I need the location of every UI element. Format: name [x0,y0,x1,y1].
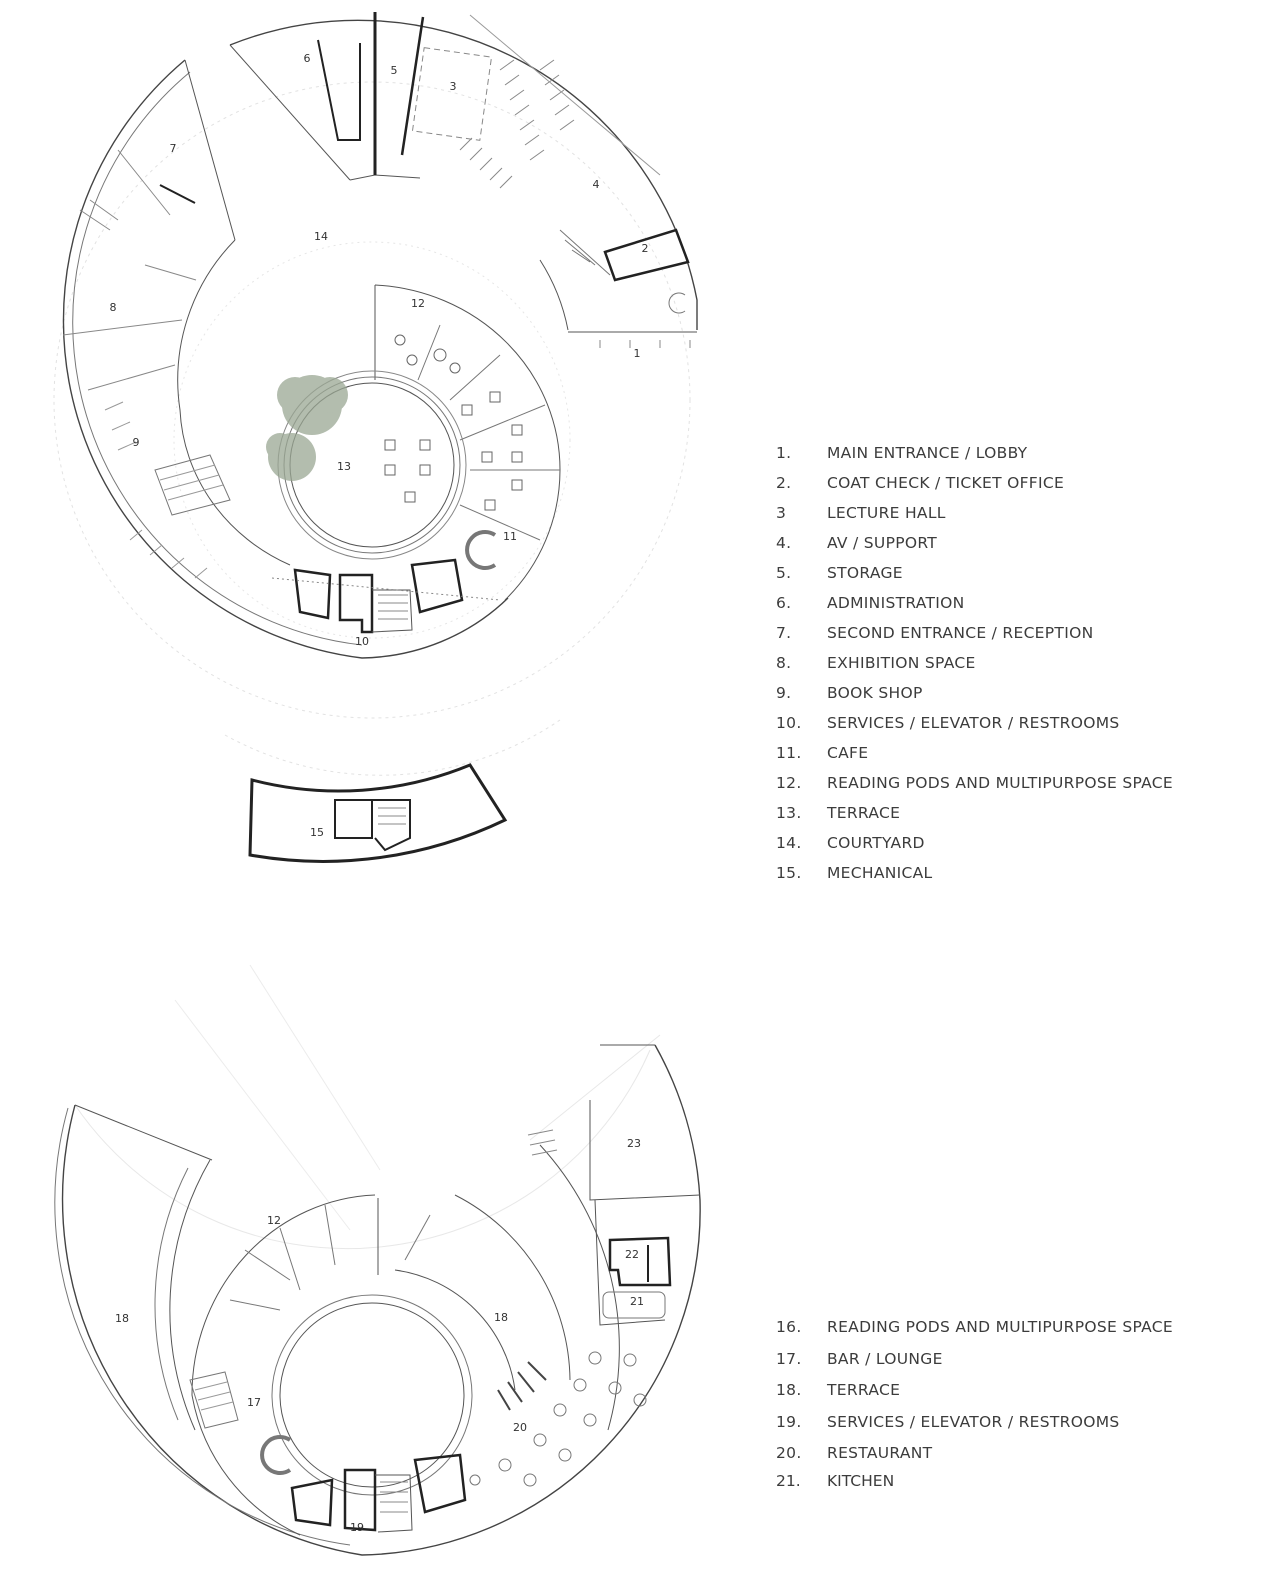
upper-floor-room-number: 23 [627,1137,641,1150]
upper-floor-room-number: 22 [625,1248,639,1261]
legend-number: 14. [776,834,802,852]
legend-text: BOOK SHOP [827,684,923,702]
upper-floor-room-number: 17 [247,1396,261,1409]
legend-row [776,774,1173,804]
legend-cut-num: 21. [776,1472,801,1490]
legend-text: SECOND ENTRANCE / RECEPTION [827,624,1094,642]
legend-number: 9. [776,684,792,702]
legend-text: RESTAURANT [827,1444,933,1462]
legend-number: 5. [776,564,792,582]
legend-row [776,684,1173,714]
legend-number: 16. [776,1318,802,1336]
legend-number: 7. [776,624,792,642]
legend-text: LECTURE HALL [827,504,946,522]
legend-text: COAT CHECK / TICKET OFFICE [827,474,1065,492]
legend-text: EXHIBITION SPACE [827,654,976,672]
upper-floor-room-number: 18 [494,1311,508,1324]
tree-icon [266,375,348,481]
legend-number: 20. [776,1444,802,1462]
legend-number: 10. [776,714,802,732]
ground-floor-room-number: 6 [303,52,311,65]
upper-floor-room-number: 18 [115,1312,129,1325]
legend-text: TERRACE [827,804,901,822]
legend-row [776,1350,1173,1382]
legend-number: 6. [776,594,792,612]
legend-row [776,444,1173,474]
legend-row [776,564,1173,594]
ground-floor-room-number: 3 [449,80,457,93]
ground-floor-room-number: 4 [592,178,600,191]
legend-text: CAFE [827,744,869,762]
legend-row [776,864,1173,894]
legend-row [776,1381,1173,1413]
legend-text: SERVICES / ELEVATOR / RESTROOMS [827,1412,1120,1431]
legend-row [776,594,1173,624]
ground-floor-room-numbers [110,52,649,839]
legend-text: STORAGE [827,564,903,582]
upper-floor-room-number: 21 [630,1295,644,1308]
legend-number: 18. [776,1381,802,1399]
legend-ground-floor [776,444,1173,894]
legend-text: MAIN ENTRANCE / LOBBY [827,444,1028,462]
ground-floor-room-number: 8 [109,301,117,314]
legend-row [776,624,1173,654]
legend-row [776,534,1173,564]
legend-text: COURTYARD [827,834,925,852]
legend-number: 3 [776,504,787,522]
legend-row [776,1413,1173,1445]
upper-floor-room-number: 12 [267,1214,281,1227]
upper-floor-room-number: 20 [513,1421,527,1434]
legend-number: 8. [776,654,792,672]
legend-number: 4. [776,534,792,552]
ground-floor-room-number: 14 [314,230,328,243]
ground-floor-room-number: 10 [355,635,369,648]
legend-text: TERRACE [827,1381,901,1399]
ground-floor-room-number: 7 [169,142,177,155]
legend-number: 1. [776,444,792,462]
legend-cut-off-row [776,1468,976,1490]
legend-number: 13. [776,804,802,822]
legend-number: 12. [776,774,802,792]
legend-text: MECHANICAL [827,864,933,882]
legend-row [776,654,1173,684]
legend-upper-floor [776,1318,1173,1476]
legend-row [776,834,1173,864]
legend-text: AV / SUPPORT [827,534,938,552]
legend-text: READING PODS AND MULTIPURPOSE SPACE [827,1318,1173,1336]
upper-floor-room-number: 19 [350,1521,364,1534]
legend-number: 19. [776,1412,802,1431]
upper-floor-plan [55,965,700,1555]
legend-row [776,744,1173,774]
legend-text: ADMINISTRATION [827,594,965,612]
legend-row [776,1318,1173,1350]
legend-row [776,804,1173,834]
legend-number: 11. [776,744,802,762]
legend-row [776,714,1173,744]
ground-floor-room-number: 9 [132,436,140,449]
legend-row [776,504,1173,534]
legend-cut-text: KITCHEN [827,1472,895,1490]
ground-floor-room-number: 11 [503,530,517,543]
ground-floor-room-number: 12 [411,297,425,310]
ground-floor-plan [54,12,697,861]
ground-floor-room-number: 15 [310,826,324,839]
legend-text: SERVICES / ELEVATOR / RESTROOMS [827,714,1120,732]
ground-floor-room-number: 1 [633,347,641,360]
legend-number: 17. [776,1349,802,1368]
ground-floor-room-number: 2 [641,242,649,255]
legend-text: BAR / LOUNGE [827,1349,943,1368]
legend-row [776,474,1173,504]
legend-number: 2. [776,474,792,492]
ground-floor-room-number: 5 [390,64,398,77]
legend-text: READING PODS AND MULTIPURPOSE SPACE [827,774,1173,792]
legend-number: 15. [776,864,802,882]
ground-floor-room-number: 13 [337,460,351,473]
